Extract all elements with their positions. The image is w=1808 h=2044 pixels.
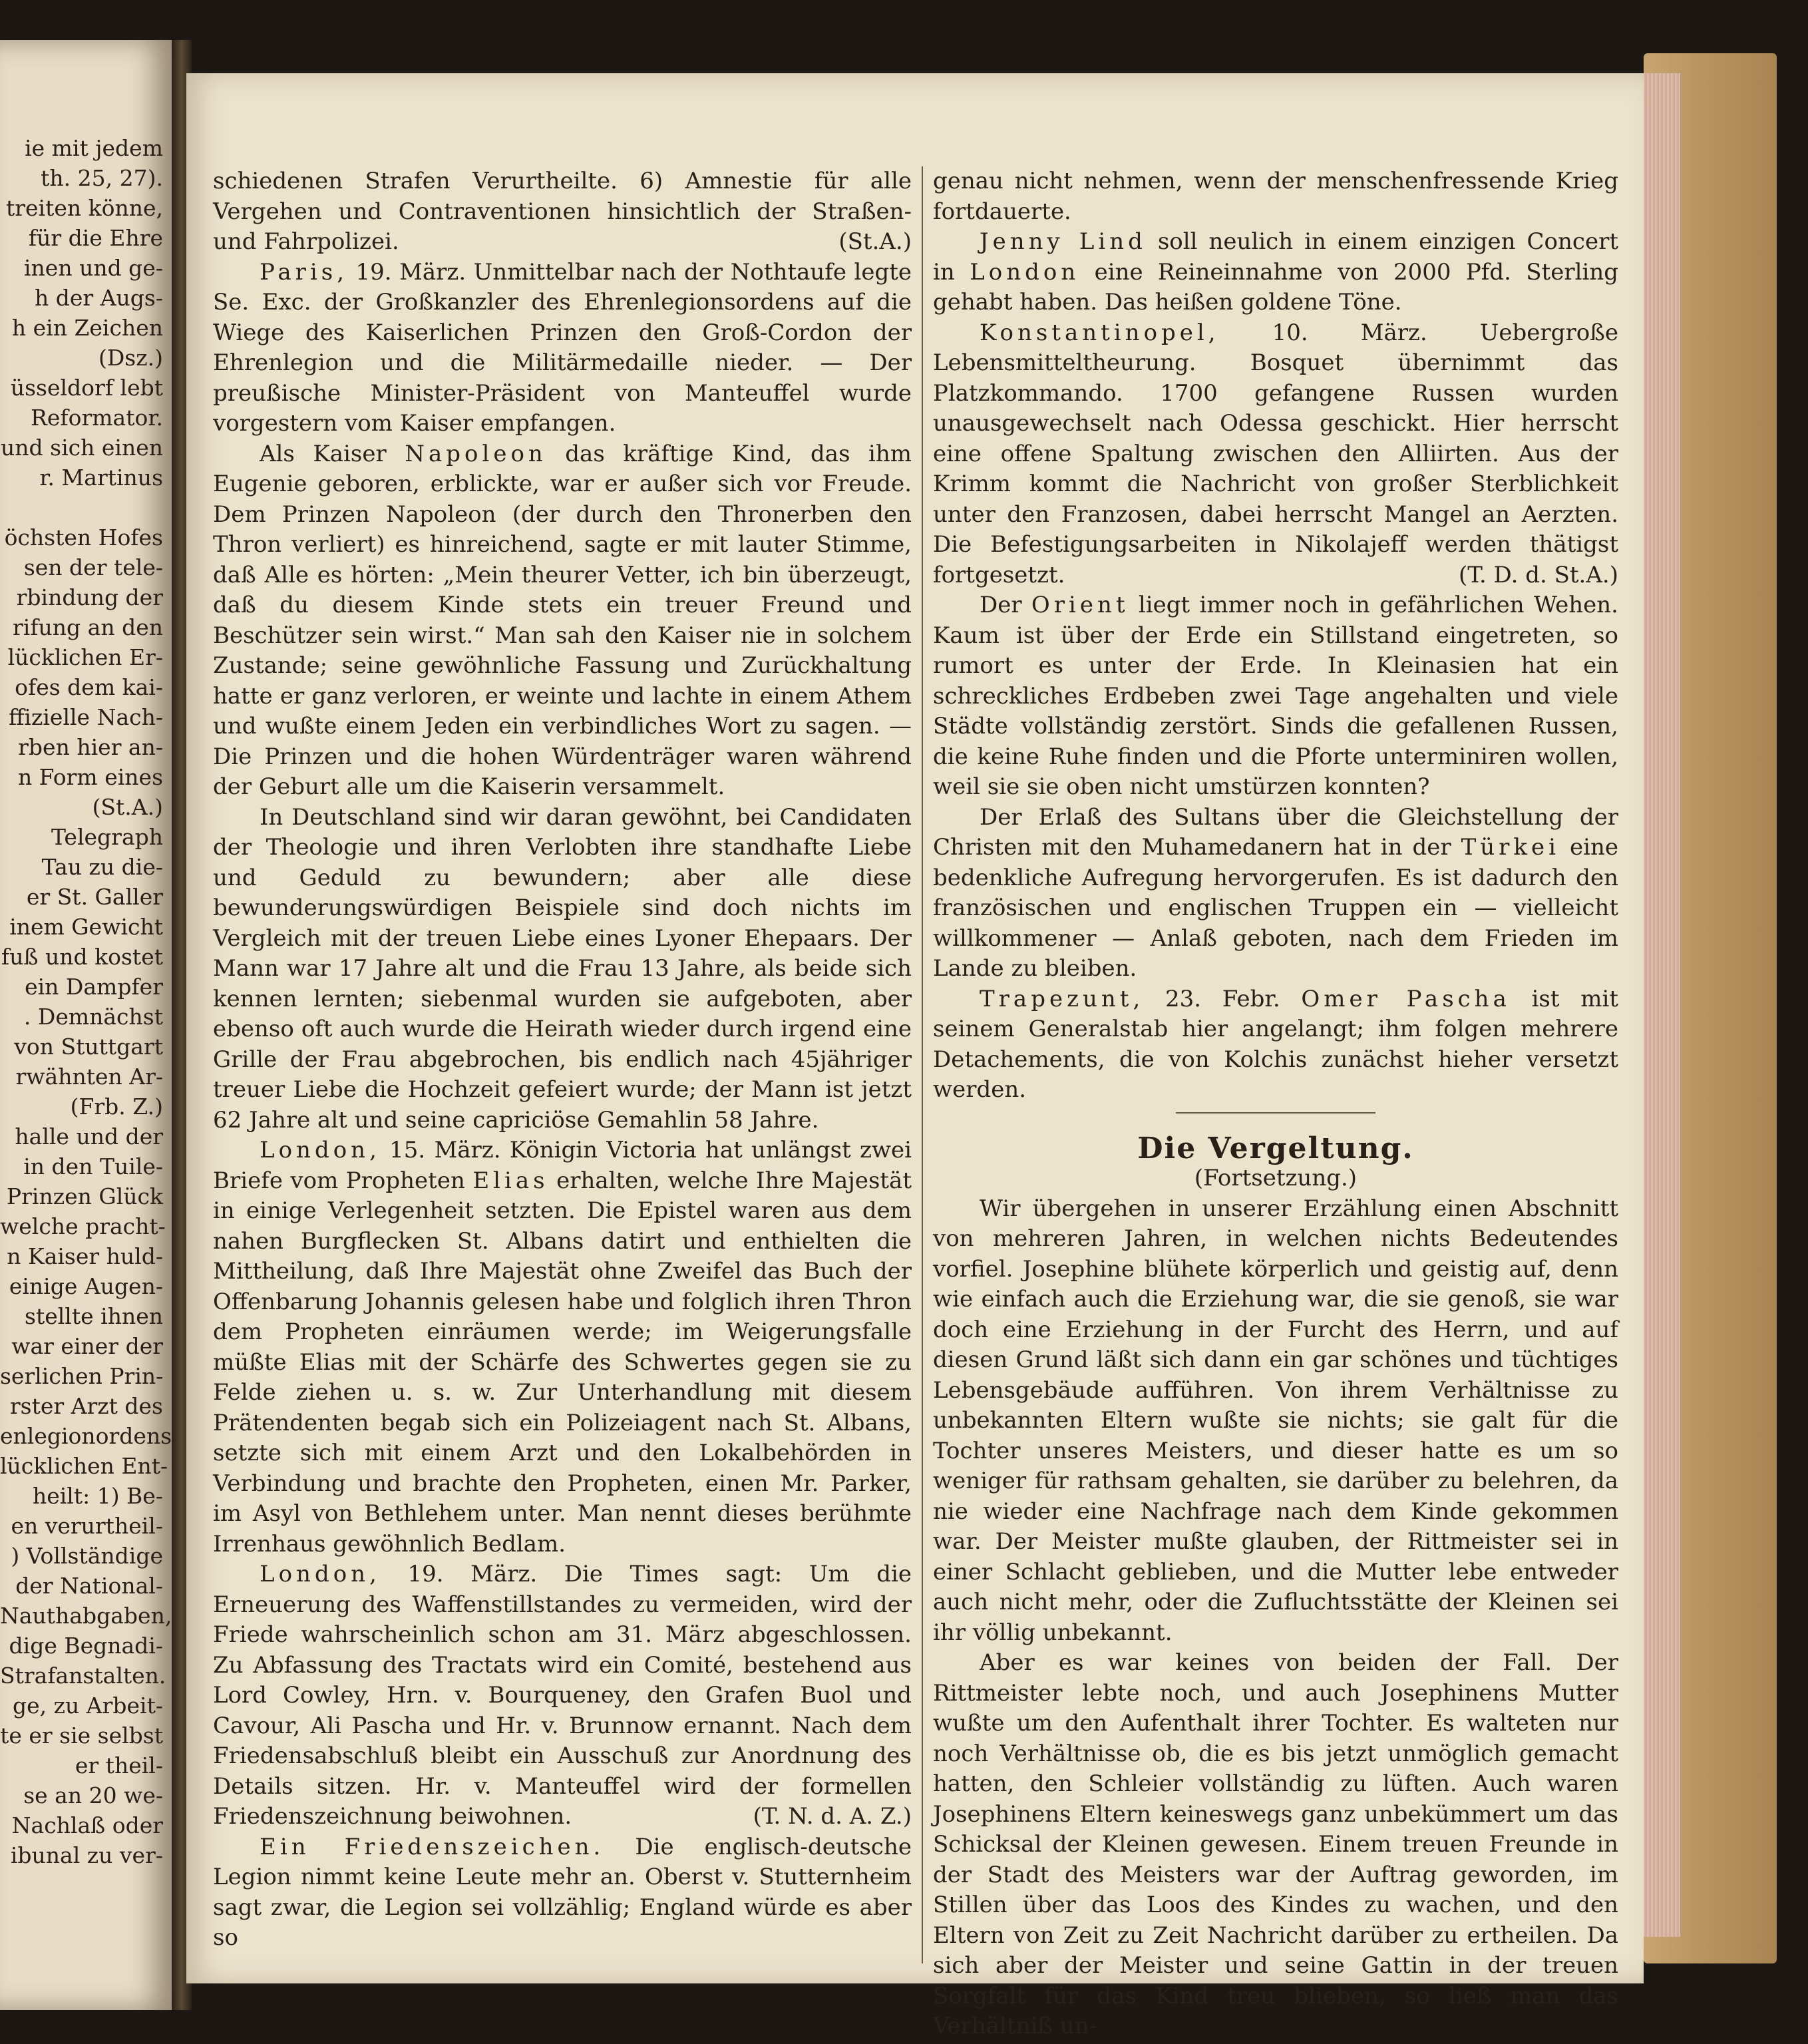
- left-column-line: sen der tele-: [23, 554, 163, 580]
- left-column-line: rifung an den: [13, 614, 163, 640]
- left-column-line: serlichen Prin-: [0, 1363, 164, 1389]
- paragraph: genau nicht nehmen, wenn der menschenfressende Krieg fortdauerte.: [933, 168, 1618, 225]
- paragraph-sultan: Der Erlaß des Sultans über die Gleichstellung der Christen mit den Muhamedanern hat in der Türkei eine bedenkliche Aufregung hervorgerufen. Es ist dadurch den französischen und englischen Truppen ein — vielleicht willkommener — Anlaß geboten, nach dem Frieden im Lande zu bleiben.: [933, 803, 1618, 982]
- left-column-line: öchsten Hofes: [4, 524, 163, 550]
- left-column-line: für die Ehre: [28, 225, 163, 251]
- left-column-line: (St.A.): [92, 794, 163, 820]
- left-column-line: h der Augs-: [35, 285, 163, 311]
- left-column-line: und sich einen: [1, 435, 163, 461]
- left-column-line: halle und der: [15, 1124, 163, 1149]
- left-column-line: ffizielle Nach-: [8, 704, 163, 730]
- left-column-line: treiten könne,: [5, 195, 163, 221]
- left-column-line: (Frb. Z.): [70, 1094, 163, 1120]
- heading-divider: [1176, 1112, 1375, 1114]
- left-column-line: enlegionordens: [0, 1423, 172, 1449]
- story-subtitle: (Fortsetzung.): [1194, 1165, 1357, 1191]
- left-column-line: dige Begnadi-: [9, 1633, 163, 1659]
- left-page: [0, 40, 174, 2010]
- left-column-line: te er sie selbst: [0, 1723, 163, 1748]
- story-paragraph-2: Aber es war keines von beiden der Fall. Der Rittmeister lebte noch, und auch Josephinens Mutter wußte um den Aufenthalt ihrer Tochter. Es walteten nur noch Verhältnisse ob, die es bis jetzt unmöglich gemacht hatten, den Schleier vollständig zu lüften. Auch waren Josephinens Eltern keineswegs ganz unbekümmert um das Schicksal der Kleinen gewesen. Einem treuen Freunde in der Stadt des Meisters war der Auftrag geworden, im Stillen über das Loos des Kindes zu wachen, und den Eltern von Zeit zu Zeit Nachricht darüber zu ertheilen. Da sich aber der Meister und seine Gattin in der treuen Sorgfalt für das Kind treu blieben, so ließ man das Verhältniß un-: [933, 1649, 1618, 2039]
- left-column-line: rwähnten Ar-: [15, 1064, 163, 1090]
- right-page: [186, 73, 1644, 2039]
- left-column-line: Telegraph: [51, 824, 163, 850]
- left-column-line: Prinzen Glück: [6, 1183, 163, 1209]
- column-rule: [922, 166, 923, 1963]
- left-column-line: rbindung der: [16, 584, 163, 610]
- left-column-line: ibunal zu ver-: [10, 1842, 163, 1868]
- left-column-line: ie mit jedem: [25, 135, 163, 161]
- left-column-line: th. 25, 27).: [41, 165, 163, 191]
- left-column-line: n Kaiser huld-: [7, 1243, 163, 1269]
- left-column-line: der National-: [15, 1573, 163, 1599]
- left-column-line: inen und ge-: [23, 255, 163, 281]
- left-column-line: Strafanstalten.: [0, 1663, 166, 1689]
- left-column-line: . Demnächst: [23, 1004, 163, 1030]
- paragraph-london-elias: London, 15. März. Königin Victoria hat unlängst zwei Briefe vom Propheten Elias erhalten, welche Ihre Majestät in einige Verlegenheit setzten. Die Epistel waren aus dem nahen Burgflecken St. Albans datirt und enthielten die Mittheilung, daß Ihre Majestät ohne Zweifel das Buch der Offenbarung Johannis gelesen habe und folglich ihren Thron dem Propheten einräumen werde; im Weigerungsfalle müßte Elias mit der Schärfe des Schwertes gegen sie zu Felde ziehen u. s. w. Zur Unterhandlung mit diesem Prätendenten begab sich ein Polizeiagent nach St. Albans, setzte sich mit einem Arzt und den Lokalbehörden in Verbindung und brachte den Propheten, einen Mr. Parker, im Asyl von Bethlehem unter. Man nennt dieses berühmte Irrenhaus gewöhnlich Bedlam.: [213, 1137, 912, 1557]
- left-column-line: lücklichen Er-: [7, 644, 163, 670]
- left-column-line: von Stuttgart: [14, 1034, 163, 1060]
- left-column-line: ge, zu Arbeit-: [13, 1693, 163, 1719]
- story-paragraph-1: Wir übergehen in unserer Erzählung einen Abschnitt von mehreren Jahren, in welchen nichts Bedeutendes vorfiel. Josephine blühete körperlich und geistig auf, denn wie einfach auch die Erziehung war, die sie genoß, sie war doch eine Erziehung in der Furcht des Herrn, und auf diesen Grund läßt sich dann ein gar schönes und tüchtiges Lebensgebäude aufführen. Von ihrem Verhältnisse zu unbekannten Eltern wußte sie nichts; sie galt für die Tochter unseres Meisters, und dieser hatte es um so weniger für rathsam gehalten, sie darüber zu belehren, da nie wieder eine Nachfrage nach dem Kinde gekommen war. Der Meister mußte glauben, der Rittmeister sei in einer Schlacht geblieben, und die Mutter lebe entweder auch nicht mehr, oder die Zufluchtsstätte der Kleinen sei ihr völlig unbekannt.: [933, 1195, 1618, 1646]
- paragraph-paris: Paris, 19. März. Unmittelbar nach der Nothtaufe legte Se. Exc. der Großkanzler des Ehrenlegionsordens auf die Wiege des Kaiserlichen Prinzen den Groß-Cordon der Ehrenlegion und die Militärmedaille nieder. — Der preußische Minister-Präsident von Manteuffel wurde vorgestern vom Kaiser empfangen.: [213, 258, 912, 437]
- left-column-line: Reformator.: [31, 405, 163, 431]
- page-edges: [1640, 73, 1680, 1937]
- left-column-line: ein Dampfer: [25, 974, 163, 1000]
- left-column-line: er St. Galler: [26, 884, 163, 910]
- left-column-line: rben hier an-: [18, 734, 163, 760]
- left-column-line: einige Augen-: [9, 1273, 163, 1299]
- left-column-line: heilt: 1) Be-: [32, 1483, 163, 1509]
- left-column-line: ofes dem kai-: [15, 674, 163, 700]
- paragraph-london-times: London, 19. März. Die Times sagt: Um die Erneuerung des Waffenstillstandes zu vermeiden, wird der Friede wahrscheinlich schon am 31. März abgeschlossen. Zu Abfassung des Tractats wird ein Comité, bestehend aus Lord Cowley, Hrn. v. Bourqueney, den Grafen Buol und Cavour, Ali Pascha und Hr. v. Brunnow ernannt. Nach dem Friedensabschluß bleibt ein Ausschuß zur Anordnung des Details sitzen. Hr. v. Manteuffel wird der formellen Friedenszeichnung beiwohnen. (T. N. d. A. Z.): [213, 1561, 912, 1830]
- left-column-line: war einer der: [11, 1333, 163, 1359]
- paragraph-lyon-couple: In Deutschland sind wir daran gewöhnt, bei Candidaten der Theologie und ihren Verlobten ihre standhafte Liebe und Geduld zu bewundern; aber alle diese bewunderungswürdigen Beispiele sind doch nichts im Vergleich mit der treuen Liebe eines Lyoner Ehepaars. Der Mann war 17 Jahre alt und die Frau 13 Jahre, als beide sich kennen lernten; siebenmal wurden sie aufgeboten, aber ebenso oft auch wurde die Heirath wieder durch irgend eine Grille der Frau abgebrochen, bis endlich nach 45jähriger treuer Liebe die Hochzeit gefeiert wurde; der Mann ist jetzt 62 Jahre alt und seine capriciöse Gemahlin 58 Jahre.: [213, 803, 912, 1133]
- newspaper-column-1: [213, 166, 912, 1953]
- left-column-line: welche pracht-: [0, 1213, 166, 1239]
- left-column-line: se an 20 we-: [23, 1782, 163, 1808]
- left-column-line: Tau zu die-: [41, 854, 163, 880]
- left-column-line: er theil-: [75, 1752, 163, 1778]
- paragraph-napoleon: Als Kaiser Napoleon das kräftige Kind, das ihm Eugenie geboren, erblickte, war er außer sich vor Freude. Dem Prinzen Napoleon (der durch den Thronerben den Thron verliert) es hinreichend, sagte er mit lauter Stimme, daß Alle es hörten: „Mein theurer Vetter, ich bin überzeugt, daß du diesem Kinde stets ein treuer Freund und Beschützer sein wirst.“ Man sah den Kaiser nie in solchem Zustande; seine gewöhnliche Fassung und Zurückhaltung hatte er ganz verloren, er weinte und lachte in einem Athem und wußte einem Jeden ein verbindliches Wort zu sagen. — Die Prinzen und die hohen Würdenträger waren während der Geburt alle um die Kaiserin versammelt.: [213, 440, 912, 800]
- left-column-line: stellte ihnen: [25, 1303, 163, 1329]
- paragraph-friedenszeichen: Ein Friedenszeichen. Die englisch-deutsche Legion nimmt keine Leute mehr an. Oberst v. Stutternheim sagt zwar, die Legion sei vollzählig; England würde es aber so: [213, 1833, 912, 1951]
- left-column-line: r. Martinus: [39, 465, 163, 491]
- left-column-line: in den Tuile-: [23, 1153, 163, 1179]
- left-column-line: ) Vollständige: [11, 1543, 163, 1569]
- left-column-line: lücklichen Ent-: [0, 1453, 168, 1479]
- left-column-line: (Dsz.): [98, 345, 163, 371]
- story-title: Die Vergeltung.: [1137, 1131, 1414, 1165]
- left-column-line: [0, 493, 163, 522]
- left-column-line: inem Gewicht: [9, 914, 163, 940]
- paragraph: schiedenen Strafen Verurtheilte. 6) Amnestie für alle Vergehen und Contraventionen hinsichtlich der Straßen- und Fahrpolizei. (St.A.): [213, 168, 912, 255]
- left-column-line: Nachlaß oder: [11, 1812, 163, 1838]
- left-column-line: en verurtheil-: [11, 1513, 163, 1539]
- left-column-line: rster Arzt des: [9, 1393, 163, 1419]
- newspaper-column-2: [933, 166, 1618, 2042]
- paragraph-orient: Der Orient liegt immer noch in gefährlichen Wehen. Kaum ist über der Erde ein Stillstand eingetreten, so rumort es unter der Erde. In Kleinasien hat ein schreckliches Erdbeben zwei Tage angehalten und viele Städte vollständig zerstört. Sinds die gefallenen Russen, die keine Ruhe finden und die Pforte unterminiren wollen, weil sie sie oben nicht umstürzen konnten?: [933, 592, 1618, 800]
- left-column-line: h ein Zeichen: [11, 315, 163, 341]
- paragraph-konstantinopel: Konstantinopel, 10. März. Uebergroße Lebensmitteltheurung. Bosquet übernimmt das Platzkommando. 1700 gefangene Russen wurden unausgewechselt nach Odessa geschickt. Hier herrscht eine offene Spaltung zwischen den Alliirten. Aus der Krimm kommt die Nachricht von großer Sterblichkeit unter den Franzosen, dabei herrscht Mangel an Aerzten. Die Befestigungsarbeiten in Nikolajeff werden thätigst fortgesetzt. (T. D. d. St.A.): [933, 319, 1618, 588]
- left-column-line: n Form eines: [17, 764, 163, 790]
- paragraph-trapezunt: Trapezunt, 23. Febr. Omer Pascha ist mit seinem Generalstab hier angelangt; ihm folgen mehrere Detachements, die von Kolchis zunächst hieher versetzt werden.: [933, 985, 1619, 1103]
- paragraph-jenny-lind: Jenny Lind soll neulich in einem einzigen Concert in London eine Reineinnahme von 2000 Pfd. Sterling gehabt haben. Das heißen goldene Töne.: [933, 228, 1619, 315]
- left-column-line: üsseldorf lebt: [10, 375, 163, 401]
- left-column-line: fuß und kostet: [1, 944, 163, 970]
- left-column-line: Nauthabgaben,: [0, 1603, 172, 1629]
- left-page-column-fragment: [0, 133, 172, 1870]
